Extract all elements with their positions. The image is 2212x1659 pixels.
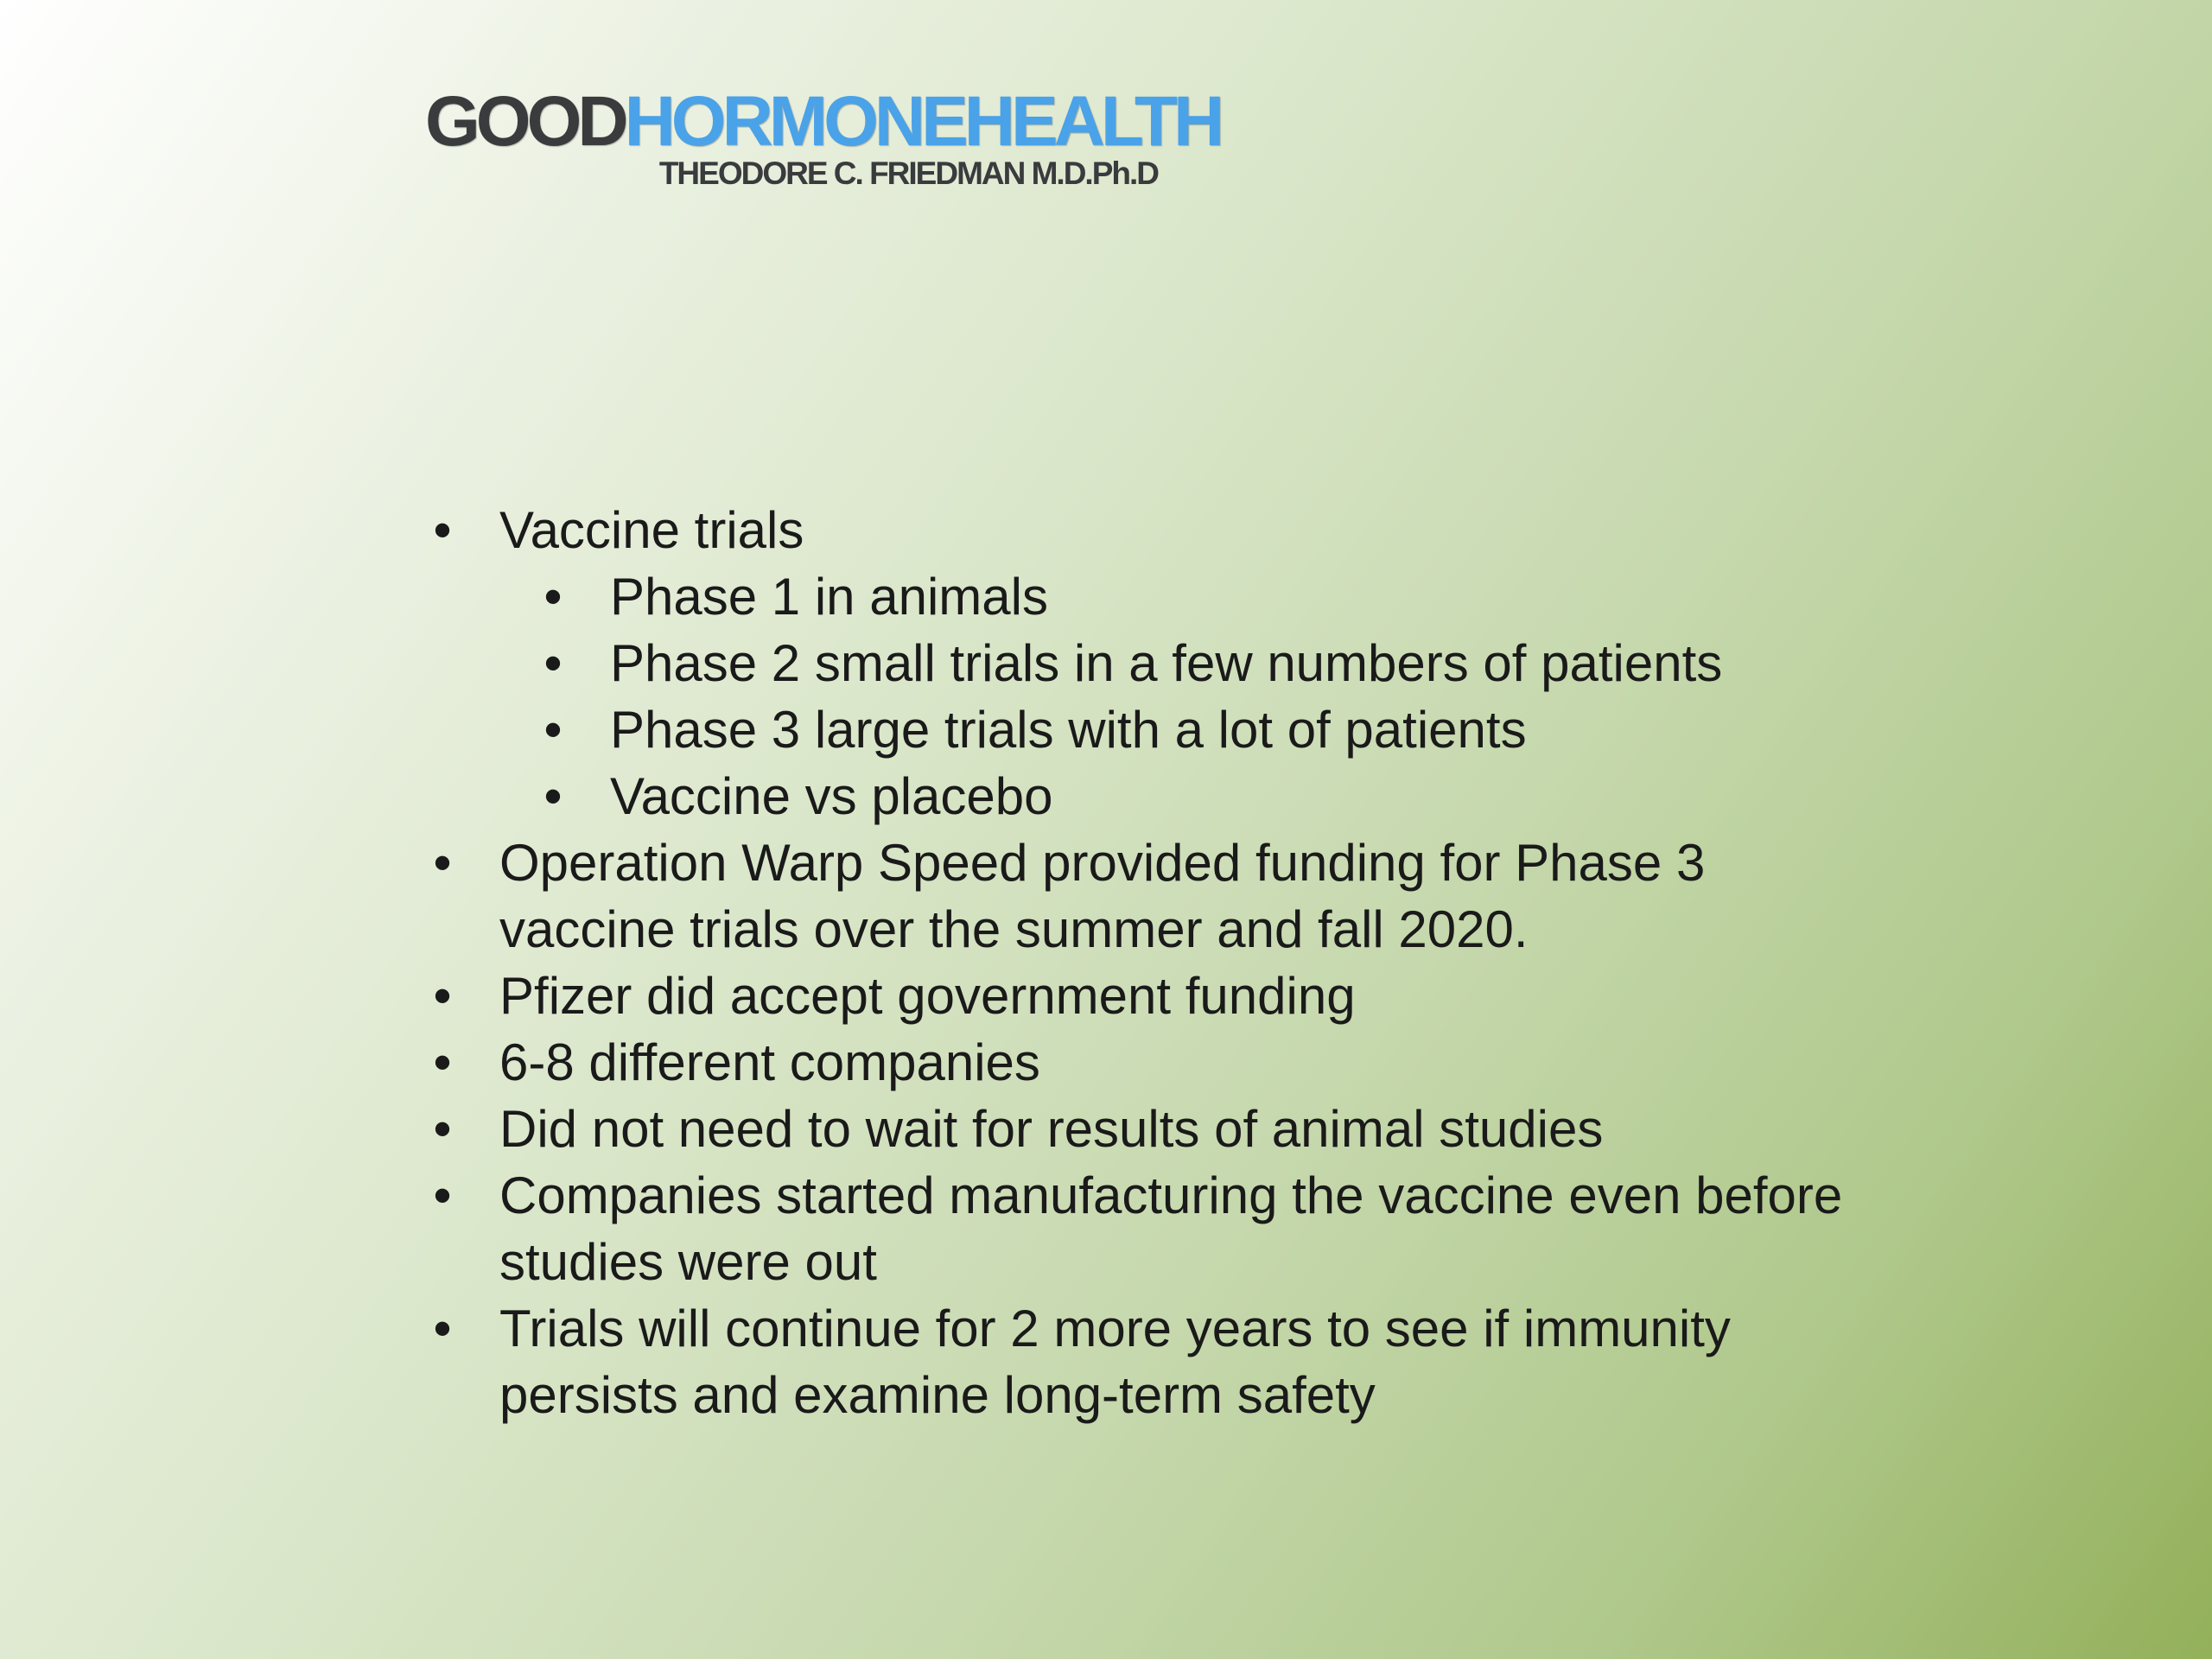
bullet-item bbox=[425, 830, 1894, 963]
sub-bullet-item bbox=[425, 696, 1894, 763]
bullet-text: Trials will continue for 2 more years to see if immunity persists and examine long-term safety bbox=[499, 1300, 1731, 1424]
logo-subtitle: THEODORE C. FRIEDMAN M.D.Ph.D bbox=[658, 156, 1158, 191]
bullet-marker: • bbox=[433, 1166, 452, 1224]
bullet-text: Operation Warp Speed provided funding for Phase 3 vaccine trials over the summer and fall 2020. bbox=[499, 834, 1706, 958]
bullet-text: Phase 3 large trials with a lot of patients bbox=[610, 701, 1527, 759]
bullet-item bbox=[425, 497, 1894, 563]
bullet-marker: • bbox=[543, 701, 563, 759]
bullet-item bbox=[425, 963, 1894, 1029]
bullet-marker: • bbox=[543, 568, 563, 626]
bullet-marker: • bbox=[433, 1300, 452, 1357]
sub-bullet-item bbox=[425, 630, 1894, 696]
bullet-item bbox=[425, 1096, 1894, 1162]
bullet-marker: • bbox=[433, 967, 452, 1025]
bullet-text: Companies started manufacturing the vaccine even before studies were out bbox=[499, 1166, 1843, 1291]
bullet-marker: • bbox=[543, 767, 563, 825]
bullet-item bbox=[425, 1162, 1894, 1295]
bullet-marker: • bbox=[433, 834, 452, 892]
logo-good-text: GOOD bbox=[425, 82, 625, 161]
bullet-marker: • bbox=[433, 501, 452, 559]
bullet-marker: • bbox=[433, 1100, 452, 1158]
bullet-text: 6-8 different companies bbox=[499, 1033, 1040, 1091]
bullet-item bbox=[425, 1029, 1894, 1096]
bullet-marker: • bbox=[433, 1033, 452, 1091]
bullet-text: Phase 1 in animals bbox=[610, 568, 1048, 626]
bullet-text: Pfizer did accept government funding bbox=[499, 967, 1356, 1025]
logo-hormonehealth-text: HORMONEHEALTH bbox=[624, 82, 1221, 161]
bullet-text: Did not need to wait for results of animal studies bbox=[499, 1100, 1604, 1158]
bullet-list bbox=[425, 497, 1894, 1428]
logo-wordmark bbox=[425, 83, 1220, 161]
bullet-text: Phase 2 small trials in a few numbers of patients bbox=[610, 634, 1723, 692]
good-hormone-health-logo bbox=[425, 82, 1221, 204]
sub-bullet-item bbox=[425, 563, 1894, 630]
bullet-text: Vaccine trials bbox=[499, 501, 804, 559]
bullet-item bbox=[425, 1295, 1894, 1428]
sub-bullet-item bbox=[425, 763, 1894, 830]
bullet-text: Vaccine vs placebo bbox=[610, 767, 1053, 825]
bullet-marker: • bbox=[543, 634, 563, 692]
